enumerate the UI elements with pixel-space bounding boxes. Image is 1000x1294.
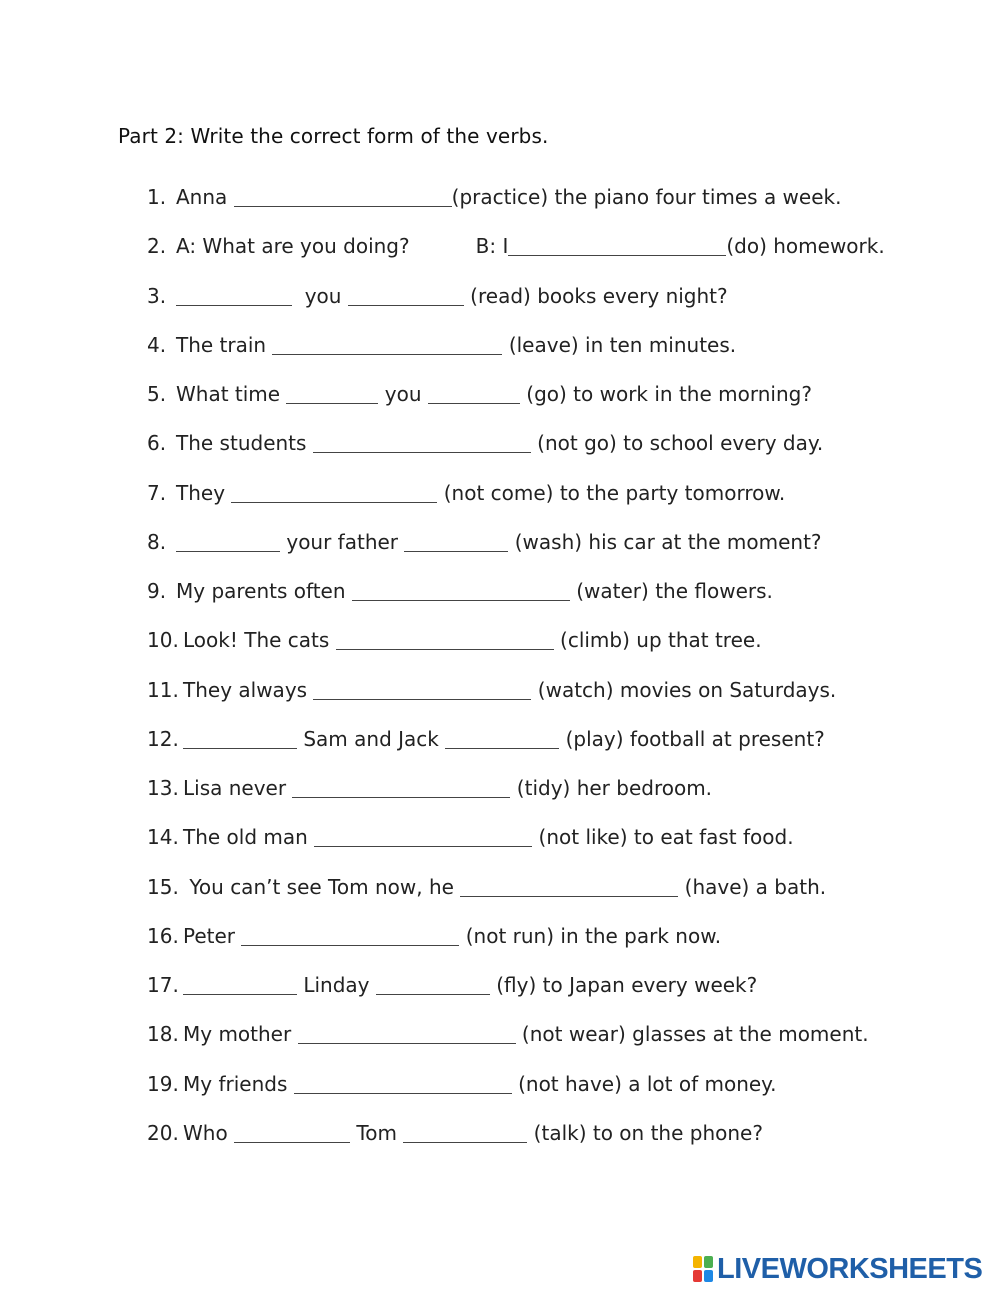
logo-text: LIVEWORKSHEETS: [717, 1253, 983, 1285]
question-item: [147, 377, 885, 426]
answer-blank[interactable]: [314, 828, 532, 847]
question-text: (do) homework.: [726, 234, 885, 259]
question-text: The students: [176, 431, 313, 456]
answer-blank[interactable]: [234, 1124, 350, 1143]
answer-blank[interactable]: [292, 779, 510, 798]
question-item: [147, 574, 885, 623]
answer-blank[interactable]: [460, 878, 678, 897]
question-number: 4.: [147, 332, 167, 357]
question-number: 19.: [147, 1071, 179, 1096]
question-text: (play) football at present?: [559, 726, 825, 751]
answer-blank[interactable]: [272, 336, 502, 355]
logo-square: [704, 1270, 713, 1282]
question-text: Linday: [297, 973, 376, 997]
question-text: (practice) the piano four times a week.: [451, 185, 842, 209]
question-text: Peter: [183, 923, 242, 948]
question-text: My friends: [183, 1071, 294, 1096]
question-number: 6.: [147, 431, 167, 456]
question-number: 11.: [147, 677, 179, 702]
question-number: 3.: [147, 283, 167, 308]
question-text: Anna: [176, 185, 234, 209]
answer-blank[interactable]: [294, 1075, 512, 1094]
answer-blank[interactable]: [336, 631, 554, 650]
question-text: They always: [183, 677, 314, 702]
logo-square: [704, 1256, 713, 1268]
answer-blank[interactable]: [286, 385, 378, 404]
question-number: 8.: [147, 529, 167, 554]
question-item: [147, 180, 885, 229]
question-text: (not like) to eat fast food.: [532, 825, 794, 850]
logo-square: [693, 1270, 702, 1282]
question-item: [147, 328, 885, 377]
question-text: (leave) in ten minutes.: [502, 332, 737, 357]
question-number: 10.: [147, 628, 179, 653]
question-item: [147, 229, 885, 278]
question-text: The old man: [183, 825, 315, 850]
question-number: 16.: [147, 923, 179, 948]
question-text: (fly) to Japan every week?: [489, 973, 758, 997]
question-text: (talk) to on the phone?: [527, 1120, 763, 1145]
question-item: [147, 623, 885, 672]
question-text: Who: [183, 1120, 235, 1145]
question-number: 15.: [147, 874, 179, 899]
answer-blank[interactable]: [348, 287, 464, 306]
question-number: 7.: [147, 480, 167, 505]
question-item: [147, 919, 885, 968]
question-item: [147, 673, 885, 722]
answer-blank[interactable]: [241, 927, 459, 946]
question-item: [147, 771, 885, 820]
question-text: They: [176, 480, 232, 505]
question-text: (tidy) her bedroom.: [510, 776, 713, 800]
question-text: My parents often: [176, 579, 352, 603]
question-number: 5.: [147, 382, 167, 406]
liveworksheets-logo: [693, 1254, 982, 1284]
answer-blank[interactable]: [428, 385, 520, 404]
answer-blank[interactable]: [404, 533, 508, 552]
worksheet-heading: Part 2: Write the correct form of the verbs.: [118, 124, 549, 148]
question-text: A: What are you doing?: [176, 234, 410, 259]
question-item: [147, 1017, 885, 1066]
answer-blank[interactable]: [376, 976, 490, 995]
question-text: (water) the flowers.: [569, 579, 773, 603]
question-item: [147, 1067, 885, 1116]
question-text: (not have) a lot of money.: [511, 1071, 777, 1096]
question-text: (read) books every night?: [463, 283, 728, 308]
question-text: B: I: [475, 234, 509, 259]
answer-blank[interactable]: [183, 730, 297, 749]
question-text: My mother: [183, 1022, 298, 1047]
question-text: (have) a bath.: [678, 874, 827, 899]
question-item: [147, 525, 885, 574]
question-number: 14.: [147, 825, 179, 850]
question-text: (wash) his car at the moment?: [508, 529, 822, 554]
question-number: 12.: [147, 726, 179, 751]
question-number: 13.: [147, 776, 179, 800]
liveworksheets-logo-icon: [693, 1256, 713, 1282]
question-number: 20.: [147, 1120, 179, 1145]
question-text: (not run) in the park now.: [459, 923, 722, 948]
answer-blank[interactable]: [403, 1124, 527, 1143]
question-text: Sam and Jack: [297, 726, 446, 751]
question-text: you: [378, 382, 428, 406]
question-text: Look! The cats: [183, 628, 336, 653]
logo-square: [693, 1256, 702, 1268]
question-item: [147, 279, 885, 328]
answer-blank[interactable]: [183, 976, 297, 995]
question-text: you: [292, 283, 348, 308]
question-text: (watch) movies on Saturdays.: [531, 677, 837, 702]
answer-blank[interactable]: [313, 434, 531, 453]
answer-blank[interactable]: [445, 730, 559, 749]
question-text: (go) to work in the morning?: [519, 382, 812, 406]
question-text: The train: [176, 332, 273, 357]
answer-blank[interactable]: [508, 237, 726, 256]
answer-blank[interactable]: [176, 533, 280, 552]
answer-blank[interactable]: [313, 681, 531, 700]
question-text: You can’t see Tom now, he: [183, 874, 461, 899]
answer-blank[interactable]: [231, 484, 437, 503]
question-number: 17.: [147, 973, 179, 997]
answer-blank[interactable]: [298, 1025, 516, 1044]
question-text: (not go) to school every day.: [530, 431, 824, 456]
question-item: [147, 870, 885, 919]
question-item: [147, 968, 885, 1017]
question-text: (climb) up that tree.: [553, 628, 762, 653]
question-item: [147, 476, 885, 525]
question-text: Tom: [350, 1120, 404, 1145]
answer-blank[interactable]: [352, 582, 570, 601]
question-text: Lisa never: [183, 776, 293, 800]
question-text: What time: [176, 382, 287, 406]
answer-blank[interactable]: [176, 287, 292, 306]
question-text: (not come) to the party tomorrow.: [437, 480, 786, 505]
question-number: 2.: [147, 234, 167, 259]
question-text: your father: [280, 529, 405, 554]
question-item: [147, 722, 885, 771]
question-item: [147, 820, 885, 869]
question-text: (not wear) glasses at the moment.: [515, 1022, 869, 1047]
question-number: 18.: [147, 1022, 179, 1047]
question-item: [147, 1116, 885, 1165]
question-number: 9.: [147, 579, 167, 603]
question-item: [147, 426, 885, 475]
answer-blank[interactable]: [234, 188, 452, 207]
question-number: 1.: [147, 185, 167, 209]
question-list: [147, 180, 885, 1165]
